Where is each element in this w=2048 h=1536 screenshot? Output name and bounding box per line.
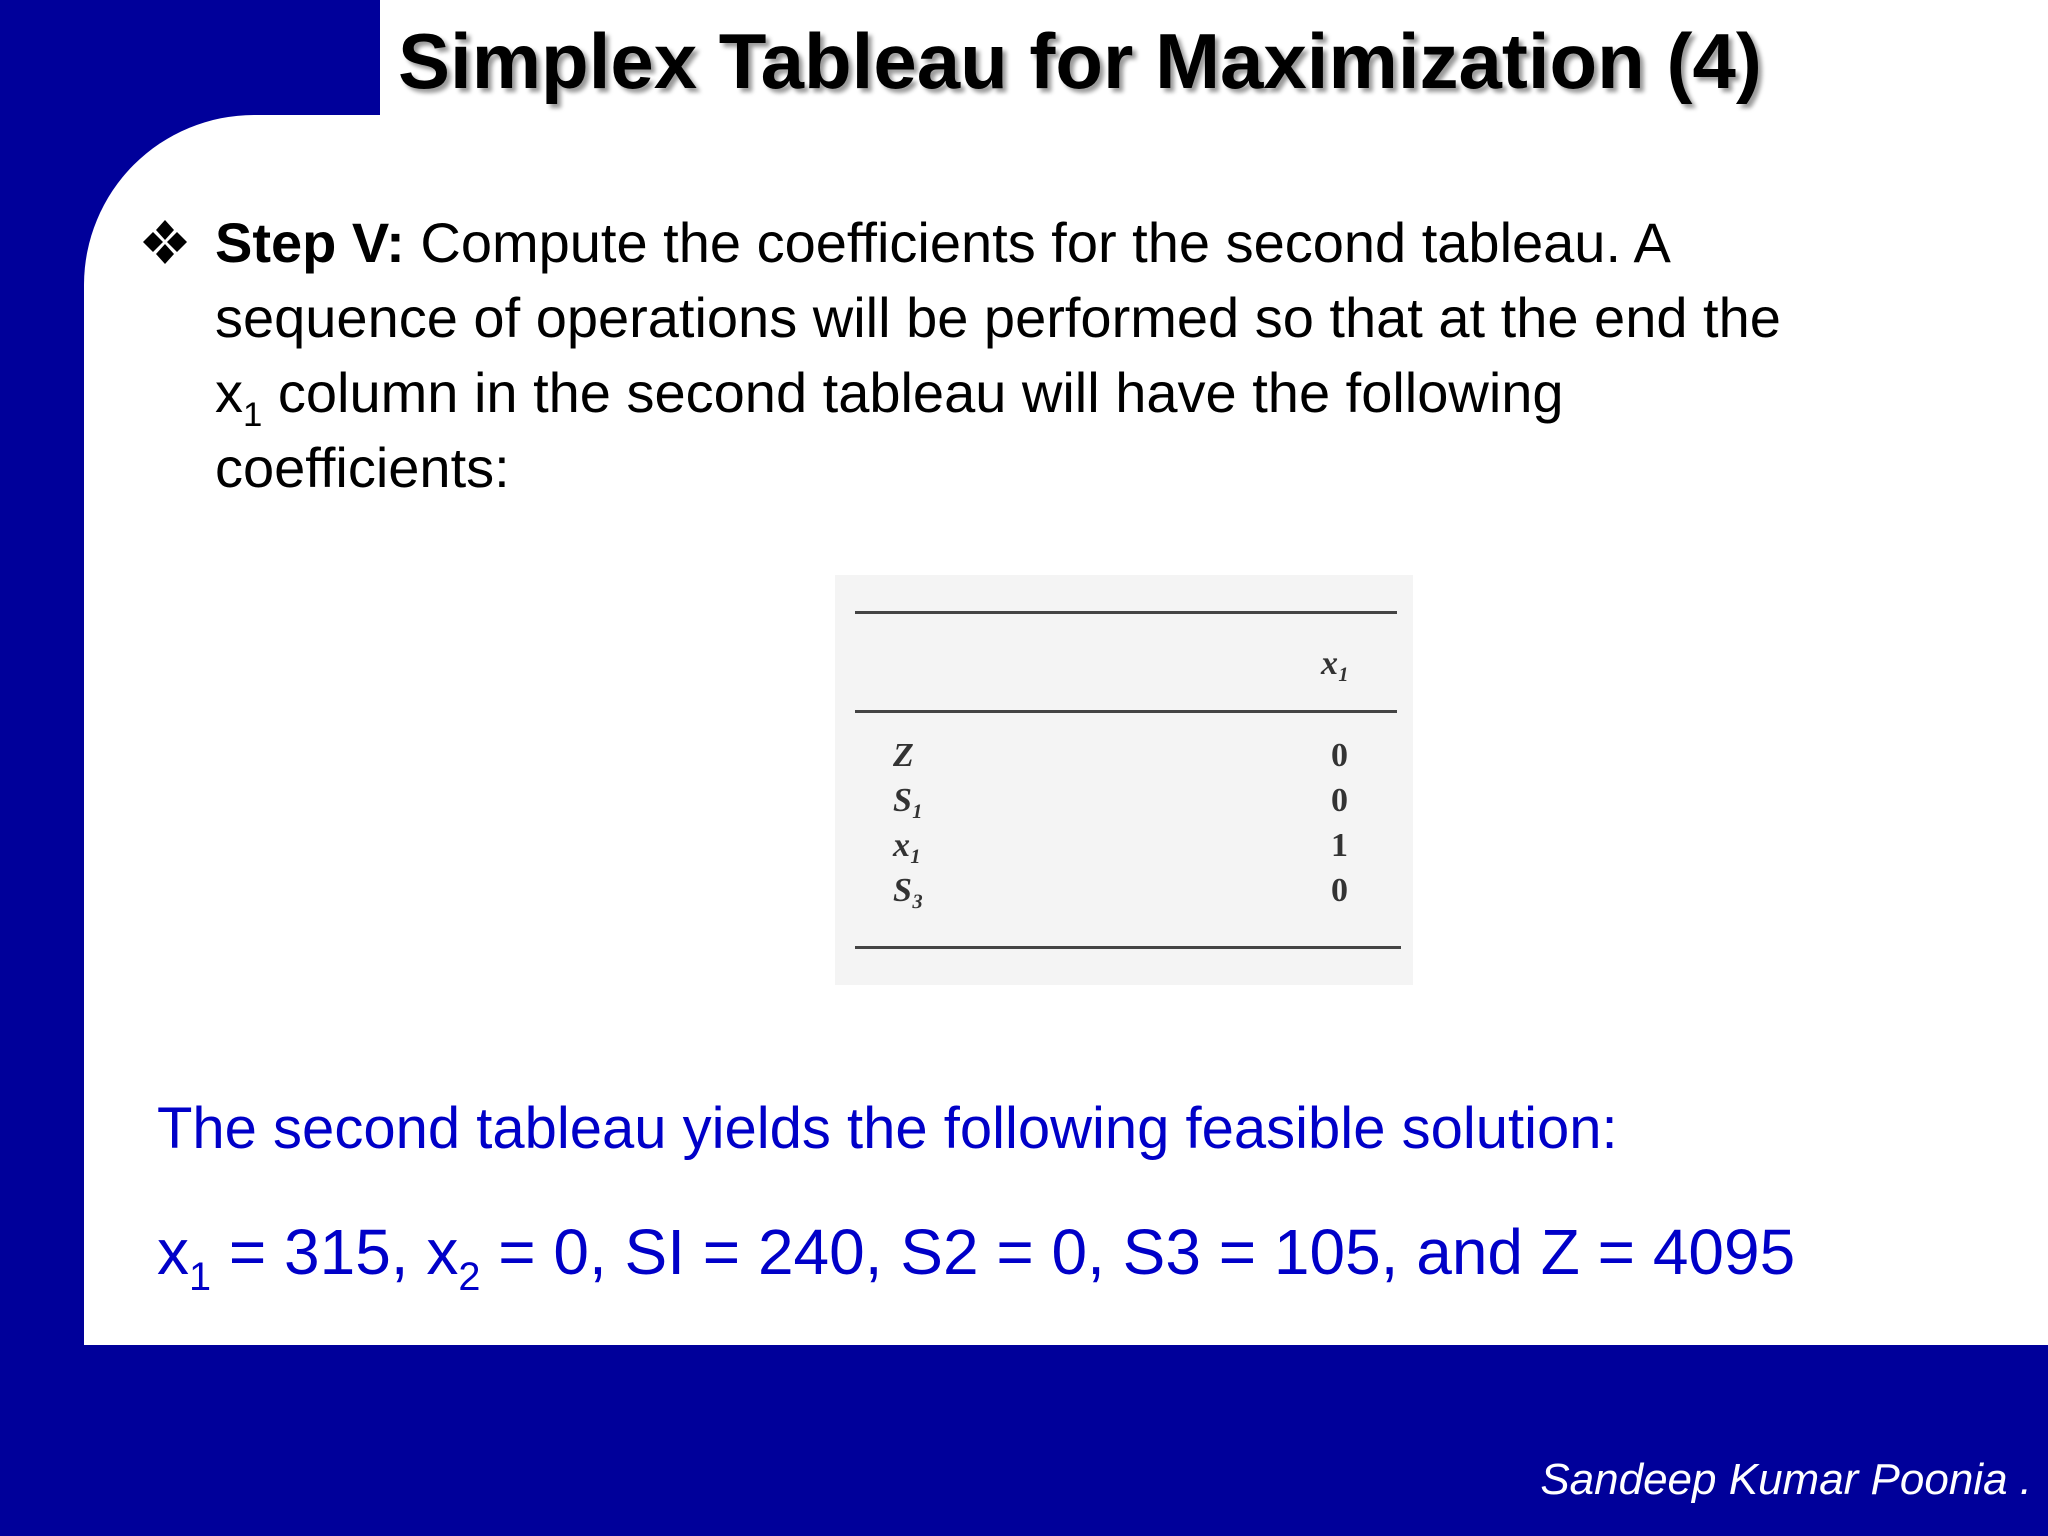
solution-var-1: x <box>157 1216 189 1288</box>
tableau-row-value: 0 <box>1331 872 1348 909</box>
solution-values <box>157 1215 1796 1299</box>
tableau-row-value: 0 <box>1331 782 1348 819</box>
tableau-bottom-rule <box>855 946 1401 949</box>
tableau-row-label: x₁ <box>893 827 922 864</box>
tableau-top-rule <box>855 611 1397 614</box>
solution-sub-1: 1 <box>189 1255 212 1299</box>
tableau-column-header: x₁ <box>1321 645 1350 682</box>
step-line-1-text: Compute the coefficients for the second tableau. A <box>404 211 1671 274</box>
step-line-1 <box>215 205 2015 280</box>
tableau-row-label: S₁ <box>893 782 924 819</box>
tableau-row-value: 1 <box>1331 827 1348 864</box>
solution-text-2: = 0, SI = 240, S2 = 0, S3 = 105, and Z = 4095 <box>480 1216 1796 1288</box>
solution-intro: The second tableau yields the following feasible solution: <box>157 1096 1618 1161</box>
step-line-4: coefficients: <box>215 436 510 499</box>
author-credit: Sandeep Kumar Poonia . <box>1540 1455 2032 1504</box>
tableau-row-value: 0 <box>1331 737 1348 774</box>
tableau-image <box>835 575 1413 985</box>
solution-text-1: = 315, x <box>211 1216 459 1288</box>
step-text <box>215 205 2015 505</box>
solution-sub-2: 2 <box>458 1255 481 1299</box>
tableau-row-label: Z <box>893 737 914 774</box>
step-line-3-sub: 1 <box>243 396 263 434</box>
step-line-3-var: x <box>215 361 243 424</box>
step-line-3 <box>215 355 2015 434</box>
step-line-3-text: column in the second tableau will have the following <box>262 361 1564 424</box>
diamond-cluster-icon <box>140 217 190 267</box>
step-line-2: sequence of operations will be performed so that at the end the <box>215 286 1781 349</box>
slide-title: Simplex Tableau for Maximization (4) <box>398 17 1762 105</box>
step-label: Step V: <box>215 211 405 274</box>
tableau-row-label: S₃ <box>893 872 924 909</box>
tableau-header-rule <box>855 710 1397 713</box>
